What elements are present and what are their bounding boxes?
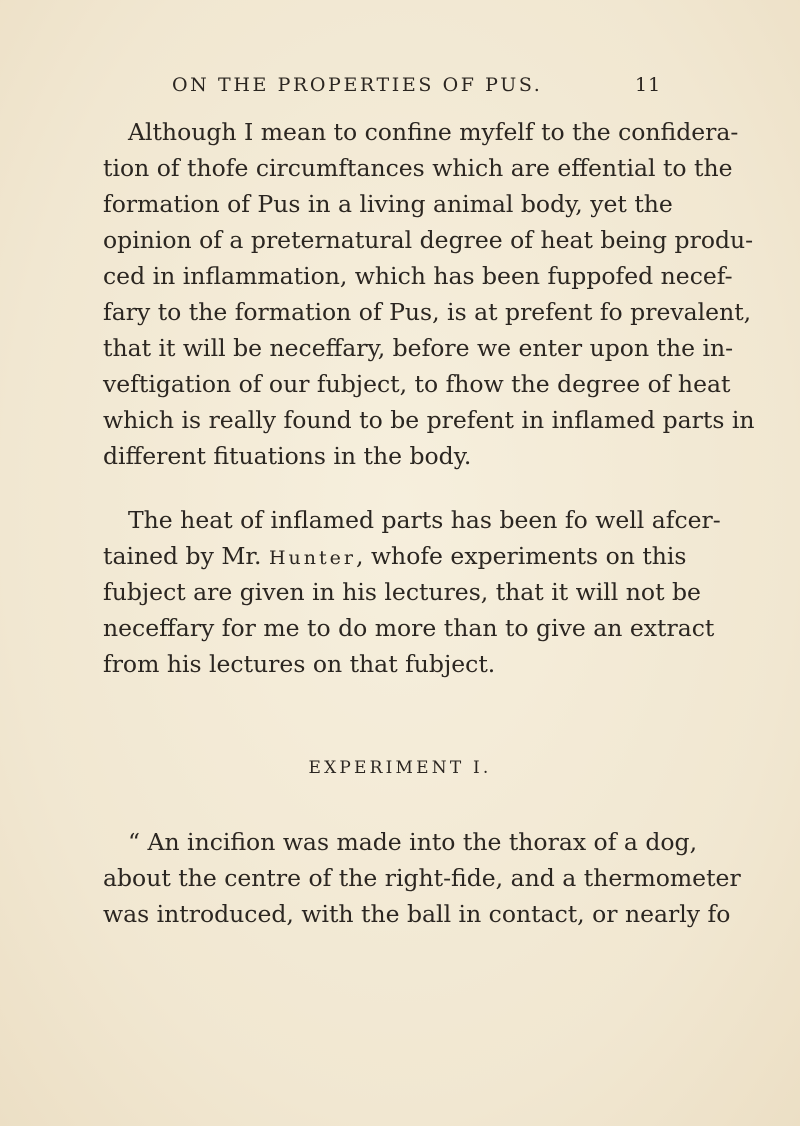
text-line: Although I mean to confine myfelf to the confidera- (128, 118, 739, 146)
text-line: was introduced, with the ball in contact, or nearly fo (103, 900, 731, 928)
page-number: 11 (635, 74, 662, 96)
text-line: different fituations in the body. (103, 442, 472, 470)
text-line: that it will be neceffary, before we enter upon the in- (103, 334, 734, 362)
running-title: ON THE PROPERTIES OF PUS. (172, 74, 543, 96)
text-line: “ An incifion was made into the thorax of a dog, (128, 828, 698, 856)
text-line: formation of Pus in a living animal body, yet the (103, 190, 673, 218)
text-line: from his lectures on that fubject. (103, 650, 496, 678)
text-line: about the centre of the right-fide, and a thermometer (103, 864, 741, 892)
text-line: veftigation of our fubject, to fhow the degree of heat (103, 370, 731, 398)
text-line: opinion of a preternatural degree of heat being produ- (103, 226, 754, 254)
text-line: which is really found to be prefent in inflamed parts in (103, 406, 755, 434)
text-line: fubject are given in his lectures, that it will not be (103, 578, 701, 606)
text-line: fary to the formation of Pus, is at prefent fo prevalent, (103, 298, 752, 326)
text-fragment: , whofe experiments on this (356, 542, 687, 570)
experiment-heading: EXPERIMENT I. (308, 758, 492, 778)
text-line: The heat of inflamed parts has been fo well afcer- (128, 506, 721, 534)
text-fragment: tained by Mr. (103, 542, 262, 570)
text-line: ced in inflammation, which has been fuppofed necef- (103, 262, 733, 290)
running-head (0, 74, 800, 104)
text-line: tion of thofe circumftances which are effential to the (103, 154, 733, 182)
text-line (103, 541, 687, 573)
text-line: neceffary for me to do more than to give an extract (103, 614, 715, 642)
author-name: Hunter (268, 547, 356, 569)
